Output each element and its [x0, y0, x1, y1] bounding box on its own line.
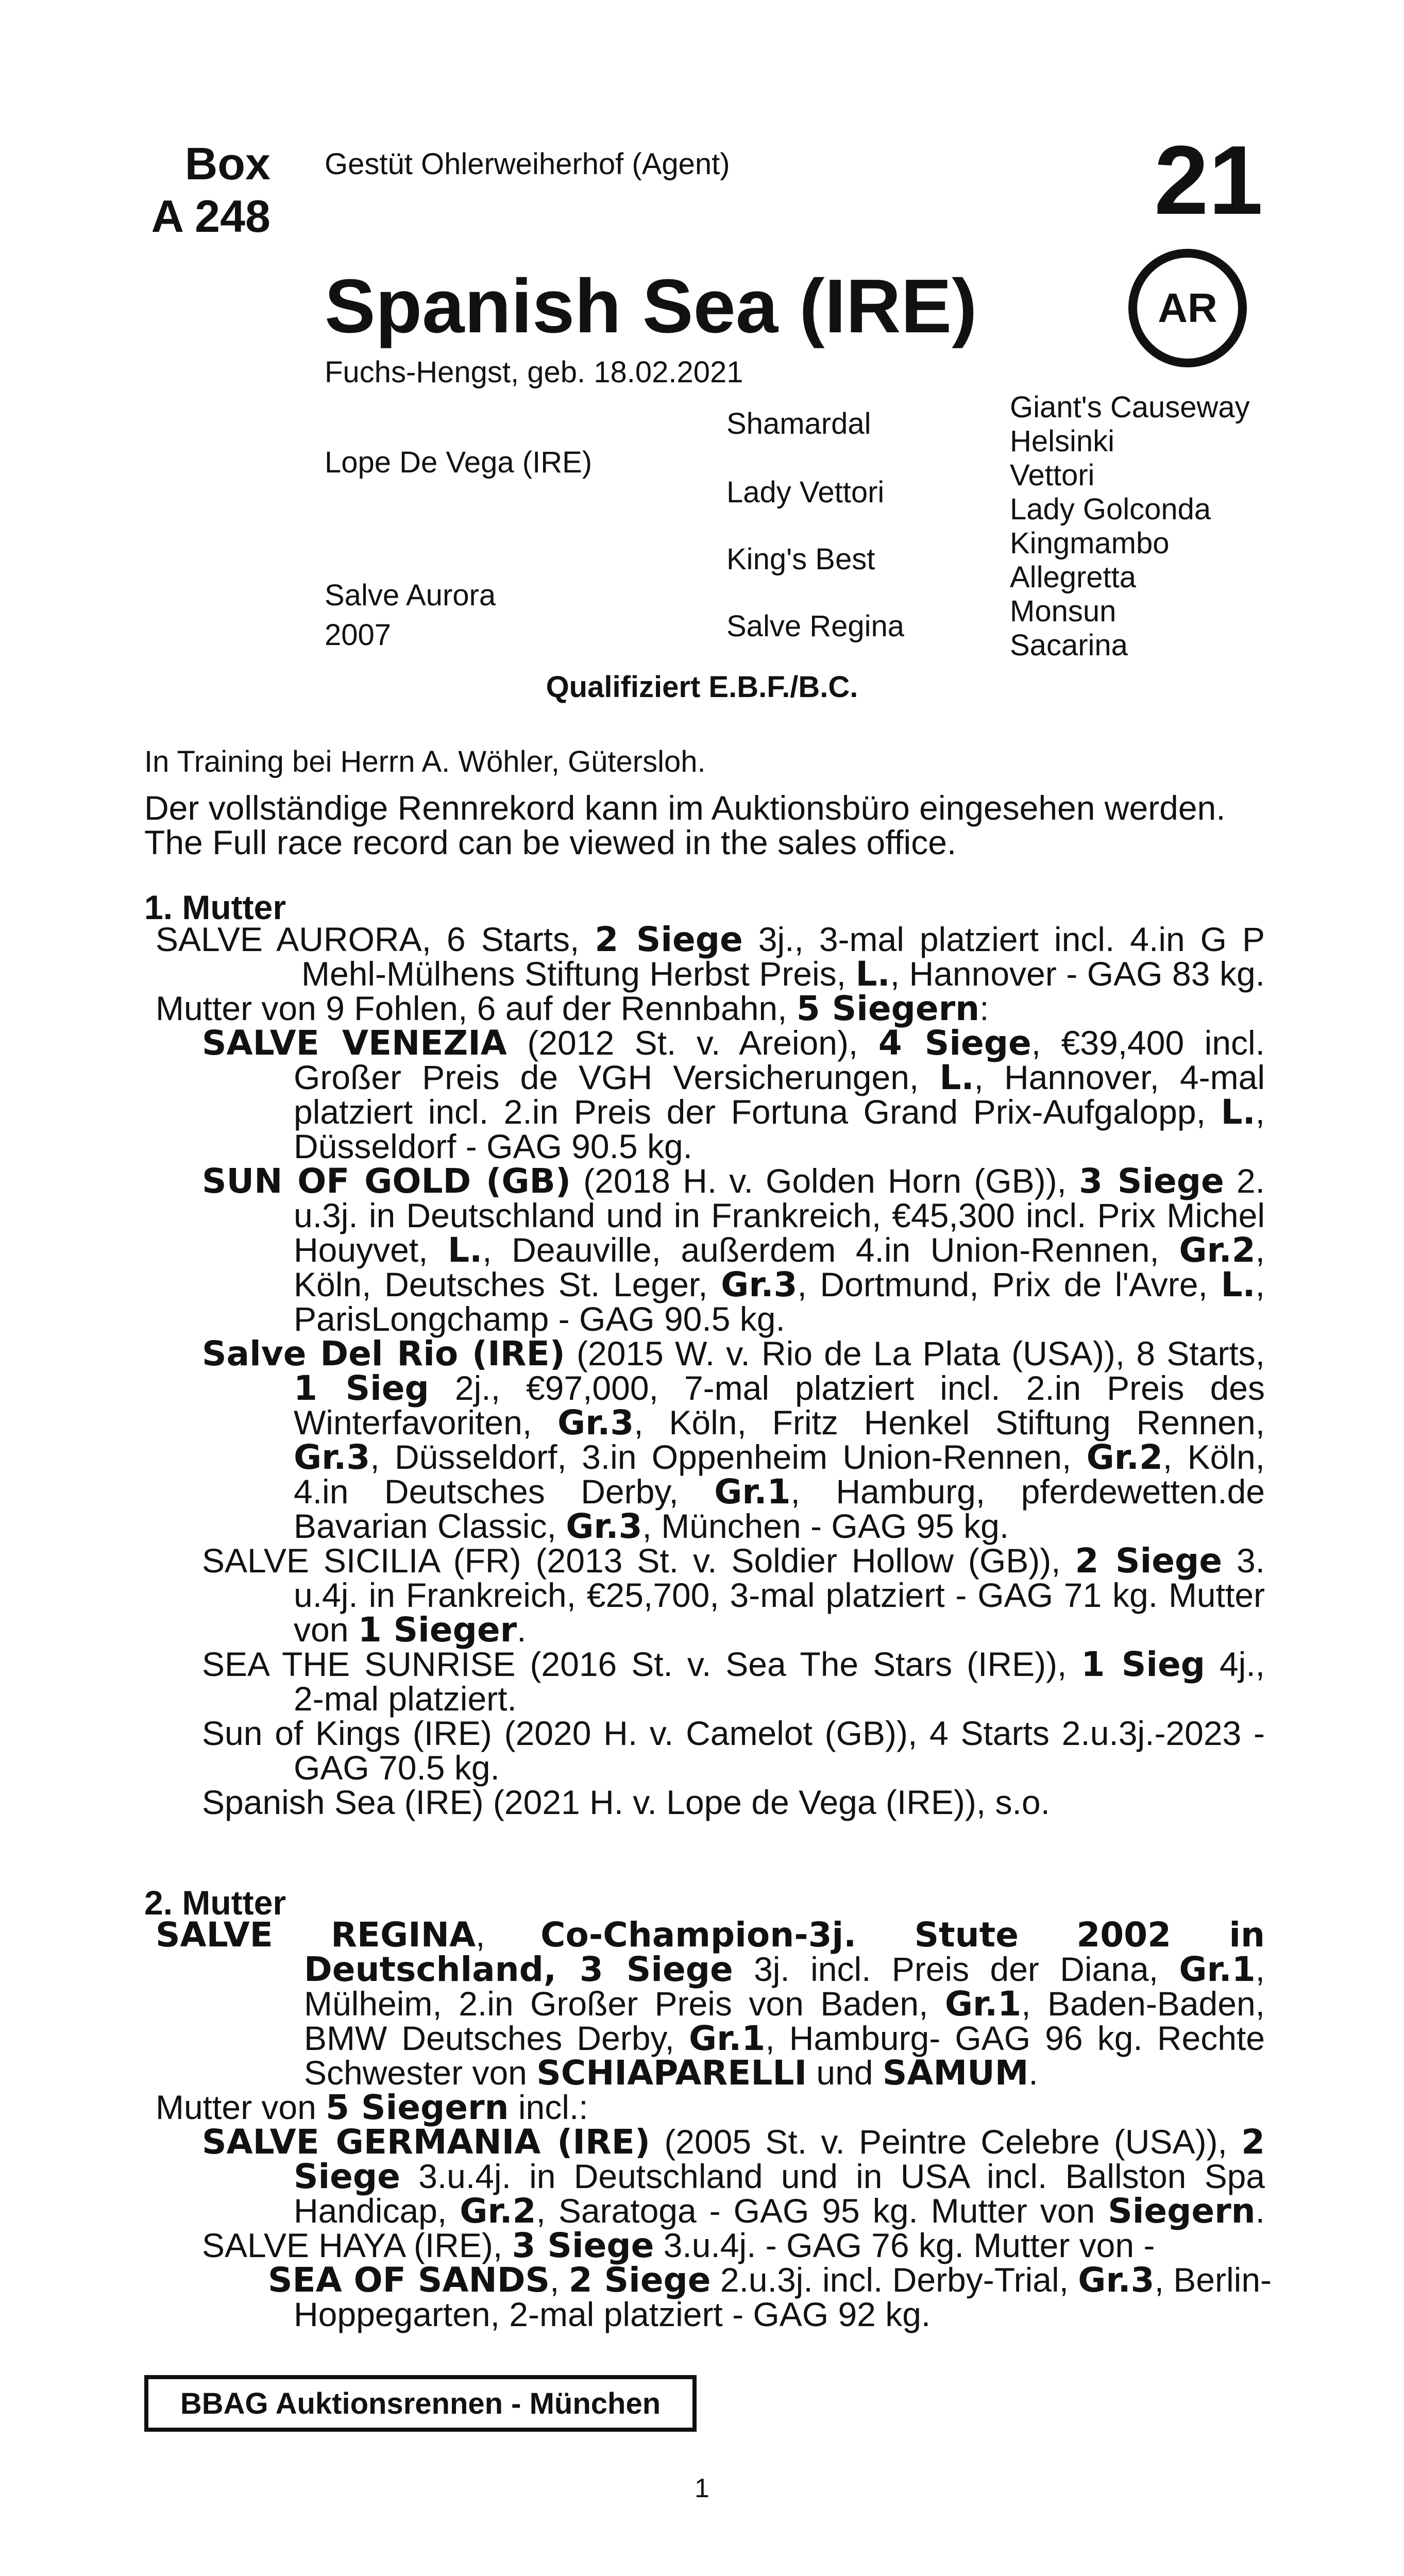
- horse-name: Spanish Sea (IRE): [325, 264, 977, 349]
- pedigree-gen3-4: Lady Golconda: [1010, 493, 1211, 526]
- auction-race-box: BBAG Auktionsrennen - München: [144, 2375, 697, 2432]
- first-dam-text: SALVE AURORA, 6 Starts, 2 Siege 3j., 3-mal platziert incl. 4.in G P Mehl-Mülhens Stiftung Herbst Preis, L., Hannover - GAG 83 kg. Mutter von 9 Fohlen, 6 auf der Rennbahn, 5 Siegern: SALVE VENEZIA (2012 St. v. Areion), 4 Siege, €39,400 incl. Großer Preis de VGH Versicherungen, L., Hannover, 4-mal platziert incl. 2.in Preis der Fortuna Grand Prix-Aufgalopp, L., Düsseldorf - GAG 90.5 kg. SUN OF GOLD (GB) (2018 H. v. Golden Horn (GB)), 3 Siege 2. u.3j. in Deutschland und in Frankreich, €45,300 incl. Prix Michel Houyvet, L., Deauville, außerdem 4.in Union-Rennen, Gr.2, Köln, Deutsches St. Leger, Gr.3, Dortmund, Prix de l'Avre, L., ParisLongchamp - GAG 90.5 kg. Salve Del Rio (IRE) (2015 W. v. Rio de La Plata (USA)), 8 Starts, 1 Sieg 2j., €97,000, 7-mal platziert incl. 2.in Preis des Winterfavoriten, Gr.3, Köln, Fritz Henkel Stiftung Rennen, Gr.3, Düsseldorf, 3.in Oppenheim Union-Rennen, Gr.2, Köln, 4.in Deutsches Derby, Gr.1, Hamburg, pferdewetten.de Bavarian Classic, Gr.3, München - GAG 95 kg. SALVE SICILIA (FR) (2013 St. v. Soldier Hollow (GB)), 2 Siege 3. u.4j. in Frankreich, €25,700, 3-mal platziert - GAG 71 kg. Mutter von 1 Sieger. SEA THE SUNRISE (2016 St. v. Sea The Stars (IRE)), 1 Sieg 4j., 2-mal platziert. Sun of Kings (IRE) (2020 H. v. Camelot (GB)), 4 Starts 2.u.3j.-2023 - GAG 70.5 kg. Spanish Sea (IRE) (2021 H. v. Lope de Vega (IRE)), s.o.: [156, 920, 1265, 1821]
- horse-description: Fuchs-Hengst, geb. 18.02.2021: [325, 355, 743, 389]
- pedigree-gen3-6: Allegretta: [1010, 561, 1137, 594]
- pedigree-gen2-4: Salve Regina: [726, 609, 904, 643]
- pedigree-gen2-3: King's Best: [726, 543, 875, 576]
- pedigree-gen2-1: Shamardal: [726, 407, 871, 440]
- pedigree-gen3-7: Monsun: [1010, 595, 1117, 628]
- pedigree-gen3-8: Sacarina: [1010, 629, 1128, 662]
- pedigree-gen2-2: Lady Vettori: [726, 476, 885, 509]
- pedigree-gen3-3: Vettori: [1010, 459, 1095, 492]
- box-label: Box: [184, 138, 270, 189]
- training-note: In Training bei Herrn A. Wöhler, Gütersloh.: [144, 745, 706, 778]
- pedigree-dam: Salve Aurora: [325, 579, 496, 612]
- ar-badge: AR: [1128, 249, 1247, 367]
- pedigree-sire: Lope De Vega (IRE): [325, 446, 593, 479]
- lot-number: 21: [1154, 126, 1263, 235]
- box-number: A 248: [151, 191, 270, 242]
- pedigree-dam-year: 2007: [325, 618, 392, 652]
- page-number: 1: [695, 2473, 709, 2503]
- second-dam-heading: 2. Mutter: [144, 1884, 286, 1922]
- record-note-en: The Full race record can be viewed in the sales office.: [144, 823, 957, 861]
- first-dam-heading: 1. Mutter: [144, 888, 286, 926]
- pedigree-gen3-5: Kingmambo: [1010, 527, 1170, 560]
- pedigree-gen3-1: Giant's Causeway: [1010, 391, 1250, 424]
- pedigree-gen3-2: Helsinki: [1010, 425, 1115, 458]
- second-dam-text: SALVE REGINA, Co-Champion-3j. Stute 2002 in Deutschland, 3 Siege 3j. incl. Preis der Diana, Gr.1, Mülheim, 2.in Großer Preis von Baden, Gr.1, Baden-Baden, BMW Deutsches Derby, Gr.1, Hamburg- GAG 96 kg. Rechte Schwester von SCHIAPARELLI und SAMUM. Mutter von 5 Siegern incl.: SALVE GERMANIA (IRE) (2005 St. v. Peintre Celebre (USA)), 2 Siege 3.u.4j. in Deutschland und in USA incl. Ballston Spa Handicap, Gr.2, Saratoga - GAG 95 kg. Mutter von Siegern. SALVE HAYA (IRE), 3 Siege 3.u.4j. - GAG 76 kg. Mutter von - SEA OF SANDS, 2 Siege 2.u.3j. incl. Derby-Trial, Gr.3, Berlin- Hoppegarten, 2-mal platziert - GAG 92 kg.: [156, 1915, 1272, 2333]
- record-note-de: Der vollständige Rennrekord kann im Auktionsbüro eingesehen werden.: [144, 789, 1226, 827]
- qualification: Qualifiziert E.B.F./B.C.: [546, 670, 858, 704]
- agent-name: Gestüt Ohlerweiherhof (Agent): [325, 147, 730, 181]
